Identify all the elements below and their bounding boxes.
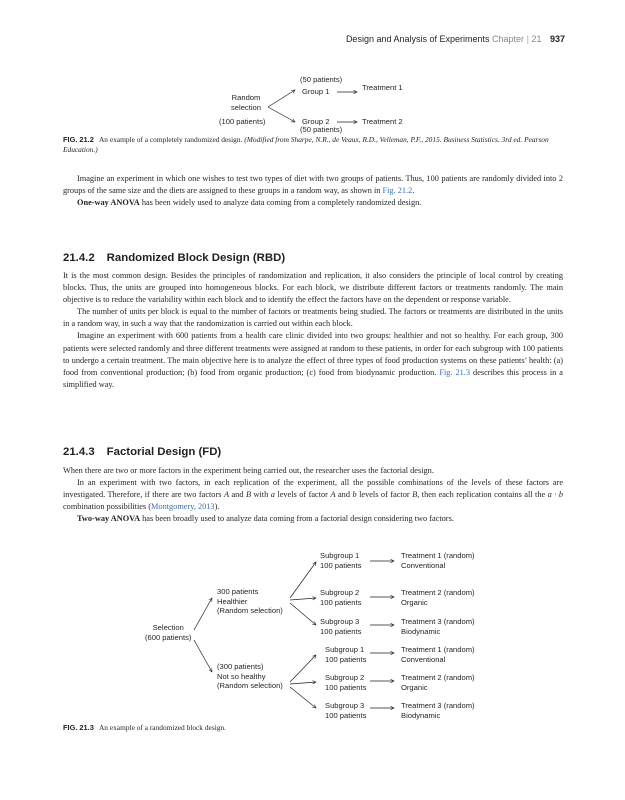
paragraph: It is the most common design. Besides the principles of randomization and replication, it also considers the principle of local control by creating blocks. Thus, the units are grouped into homogeneous blocks. For each block, we distribute different factors or treatments randomly. The main objective is to reduce the variability within each block and to identify the effect the factors have on the dependent or response variable. <box>63 271 563 305</box>
arrow-to-group1 <box>268 90 295 107</box>
paragraph-text: with <box>251 490 271 500</box>
paragraph-end: describes this process in a simplified way. <box>63 367 563 389</box>
group2-patients-label: (50 patients) <box>300 125 343 134</box>
treatment-type: Biodynamic <box>401 626 441 636</box>
selection-node <box>145 623 191 642</box>
subgroup-count: 100 patients <box>325 654 367 664</box>
section-number: 21.4.3 <box>63 446 95 458</box>
paragraph <box>63 197 563 209</box>
group2-label: Group 2 <box>302 117 330 126</box>
subgroup-count: 100 patients <box>325 682 367 692</box>
arrow-to-subgroup-6 <box>290 687 316 708</box>
section-number: 21.4.2 <box>63 252 95 264</box>
paragraph-text: has been broadly used to analyze data coming from a factorial design considering two factors. <box>140 514 454 524</box>
treatment-label: Treatment 3 (random) <box>401 701 475 710</box>
arrow-to-subgroup-4 <box>290 655 316 682</box>
caption-label: FIG. 21.2 <box>63 135 94 144</box>
treatment-label: Treatment 1 (random) <box>401 645 475 654</box>
subgroup-count: 100 patients <box>320 626 362 636</box>
subgroup-label: Subgroup 2 <box>325 673 365 682</box>
subgroup-node <box>320 617 361 636</box>
subgroup-label: Subgroup 2 <box>320 588 360 597</box>
subgroup-label: Subgroup 3 <box>320 617 360 626</box>
paragraph: The number of units per block is equal to the number of factors or treatments being studied. The factors or treatments are distributed in the units in a random way, in such a way that the randomization is carried out within each block. <box>63 307 563 329</box>
subgroup-node <box>325 645 366 664</box>
section-heading-rbd <box>63 252 285 264</box>
fig-21-2-link[interactable]: Fig. 21.2 <box>382 186 413 196</box>
treatment-label: Treatment 3 (random) <box>401 617 475 626</box>
section-title: Randomized Block Design (RBD) <box>106 252 286 264</box>
treatment-node <box>401 673 475 692</box>
arrow-to-notsohealthy <box>194 640 212 672</box>
treatment-type: Conventional <box>401 560 446 570</box>
notsohealthy-line3: (Random selection) <box>217 681 283 690</box>
chapter-number: 21 <box>531 34 542 44</box>
treatment-type: Organic <box>401 682 428 692</box>
total-patients-label: (100 patients) <box>219 117 266 126</box>
paragraph-text: levels of factor <box>274 490 331 500</box>
subgroup-node <box>320 551 361 570</box>
paragraph-end: . <box>412 186 415 196</box>
notsohealthy-node <box>217 662 283 691</box>
fig-21-2-caption <box>63 135 563 155</box>
notsohealthy-line1: (300 patients) <box>217 662 264 671</box>
treatment1-label: Treatment 1 <box>362 83 403 92</box>
one-way-anova-term: One-way ANOVA <box>77 198 140 208</box>
group1-label: Group 1 <box>302 87 330 96</box>
treatment-label: Treatment 2 (random) <box>401 588 475 597</box>
arrow-to-healthier <box>194 598 212 630</box>
chapter-label: Chapter <box>492 34 525 44</box>
selection-line2: (600 patients) <box>145 632 192 642</box>
paragraph-text: has been widely used to analyze data coming from a completely randomized design. <box>139 198 422 208</box>
math-var: B <box>412 490 418 500</box>
paragraph <box>63 513 563 525</box>
subgroup-count: 100 patients <box>320 560 362 570</box>
notsohealthy-line2: Not so healthy <box>217 671 266 681</box>
subgroup-node <box>320 588 361 607</box>
random-selection-line2: selection <box>231 102 261 112</box>
treatment-node <box>401 645 475 664</box>
subgroup-node <box>325 701 366 720</box>
section-heading-fd <box>63 446 221 458</box>
caption-label: FIG. 21.3 <box>63 723 94 732</box>
math-var: A <box>330 490 336 500</box>
treatment-type: Biodynamic <box>401 710 441 720</box>
subgroup-label: Subgroup 1 <box>320 551 360 560</box>
arrow-to-group2 <box>268 107 295 122</box>
section-title: Factorial Design (FD) <box>106 446 222 458</box>
treatment-node <box>401 588 475 607</box>
treatment-type: Conventional <box>401 654 446 664</box>
math-var: b <box>352 490 357 500</box>
subgroup-label: Subgroup 1 <box>325 645 365 654</box>
subgroup-count: 100 patients <box>320 597 362 607</box>
page-number: 937 <box>549 34 565 44</box>
treatment-node <box>401 551 475 570</box>
arrow-to-subgroup-5 <box>290 682 316 684</box>
paragraph-text: Imagine an experiment in which one wishes to test two types of diet with two groups of patients. Thus, 100 patients are randomly divided into 2 groups of the same size and the diets are assigned to these groups in a random way, as shown in <box>63 174 563 196</box>
paragraph <box>63 330 563 390</box>
fig-21-3-caption <box>63 723 563 733</box>
math-var: a <box>270 490 275 500</box>
caption-text: An example of a completely randomized design. <box>98 135 243 144</box>
paragraph-end: ). <box>214 502 220 512</box>
arrow-to-subgroup-2 <box>290 598 316 600</box>
caption-source: (Modified from Sharpe, N.R., de Veaux, R.D., Velleman, P.F., 2015. Business Statistics. 3rd ed. Pearson Education.) <box>63 135 549 154</box>
paragraph-text: and <box>229 490 246 500</box>
healthier-line1: 300 patients <box>217 587 259 596</box>
treatment-node <box>401 617 475 636</box>
rbd-text-block <box>63 270 563 391</box>
paragraph-text: and <box>335 490 353 500</box>
subgroup-count: 100 patients <box>325 710 367 720</box>
intro-text-block <box>63 173 563 209</box>
paragraph-text: , then each replication contains all the <box>417 490 548 500</box>
healthier-node <box>217 587 283 616</box>
fig-21-3-link[interactable]: Fig. 21.3 <box>439 367 471 377</box>
subgroup-node <box>325 673 366 692</box>
treatment-label: Treatment 1 (random) <box>401 551 475 560</box>
selection-line1: Selection <box>152 623 184 632</box>
arrow-to-subgroup-3 <box>290 603 316 625</box>
paragraph <box>63 477 563 513</box>
treatment-node <box>401 701 475 720</box>
healthier-line3: (Random selection) <box>217 606 283 615</box>
montgomery-citation-link[interactable]: Montgomery, 2013 <box>151 502 215 512</box>
random-selection-line1: Random <box>231 93 261 102</box>
paragraph: When there are two or more factors in the experiment being carried out, the researcher uses the factorial design. <box>63 466 434 475</box>
paragraph-text: levels of factor <box>356 490 413 500</box>
treatment-type: Organic <box>401 597 428 607</box>
subgroup-label: Subgroup 3 <box>325 701 365 710</box>
caption-text: An example of a randomized block design. <box>98 723 226 732</box>
paragraph-text: Imagine an experiment with 600 patients from a health care clinic divided into two groups: healthier and not so healthy. For each group, 300 patients were selected randomly and three different treatments were assigned at random to these patients, in order for each subgroup with 100 patients to undergo a certain treatment. The main objective here is to analyze the effect of three types of food production systems on these patients’ health: (a) food from conventional production; (b) food from organic production; (c) food from biodynamic production. <box>63 331 563 377</box>
group1-patients-label: (50 patients) <box>300 75 343 84</box>
math-expression: a · b <box>547 490 563 500</box>
paragraph <box>63 173 563 197</box>
math-var: B <box>245 490 252 500</box>
paragraph-text: In an experiment with two factors, in each replication of the experiment, all the possible combinations of the levels of these factors are investigated. Therefore, if there are two factors <box>63 478 563 500</box>
healthier-line2: Healthier <box>217 596 248 606</box>
math-var: A <box>223 490 230 500</box>
treatment2-label: Treatment 2 <box>362 117 403 126</box>
paragraph-text: combination possibilities ( <box>63 502 152 512</box>
treatment-label: Treatment 2 (random) <box>401 673 475 682</box>
arrow-to-subgroup-1 <box>290 562 316 598</box>
random-selection-label <box>231 93 261 112</box>
book-title: Design and Analysis of Experiments <box>345 34 490 44</box>
two-way-anova-term: Two-way ANOVA <box>77 514 141 524</box>
fd-text-block <box>63 465 563 525</box>
header-separator: | <box>526 34 529 44</box>
